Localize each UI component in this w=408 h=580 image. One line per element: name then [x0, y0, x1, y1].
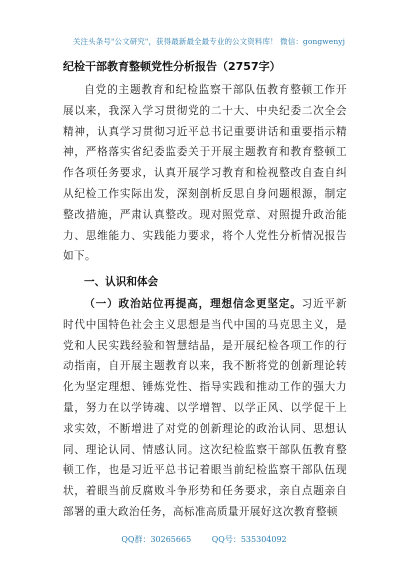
section-heading: 一、认识和体会 — [84, 276, 159, 288]
footer-contacts — [0, 534, 408, 545]
subsection-paragraph — [63, 294, 347, 523]
header-note: 关注头条号"公文研究"，获得最新最全最专业的公文资料库！ 微信：gongwenyj — [72, 37, 346, 46]
subsection-text: 习近平新时代中国特色社会主义思想是当代中国的马克思主义，是党和人民实践经验和智慧结晶，是开展纪检各项工作的行动指南，自开展主题教育以来，我不断将党的创新理论转化为坚定理想、锤炼党性、指导实践和推动工作的强大力量，努力在以学铸魂、以学增智、以学正风、以学促干上求实效，不断增进了对党的创新理论的政治认同、思想认同、理论认同、情感认同。这次纪检监察干部队伍教育整顿工作，也是习近平总书记着眼当前纪检监察干部队伍现状，着眼当前反腐败斗争形势和任务要求，亲自点题亲自部署的重大政治任务，高标准高质量开展好这次教育整顿 — [63, 298, 347, 518]
document-title: 纪检干部教育整顿党性分析报告（2757字） — [63, 60, 281, 73]
footer-qq-number: QQ号：535304092 — [211, 535, 287, 544]
subsection-lead: （一）政治站位再提高，理想信念更坚定。 — [84, 298, 302, 310]
footer-qq-group: QQ群：30265665 — [121, 535, 192, 544]
intro-paragraph: 自党的主题教育和纪检监察干部队伍教育整顿工作开展以来，我深入学习贯彻党的二十大、中央纪委二次全会精神，认真学习贯彻习近平总书记重要讲话和重要指示精神，严格落实省纪委监委关于开展主题教育和教育整顿工作各项任务要求，认真开展学习教育和检视整改自查自纠从纪检工作实际出发，深刻剖析反思自身问题根源，制定整改措施，严肃认真整改。现对照党章、对照提升政治能力、思维能力、实践能力要求，将个人党性分析情况报告如下。 — [63, 84, 347, 263]
